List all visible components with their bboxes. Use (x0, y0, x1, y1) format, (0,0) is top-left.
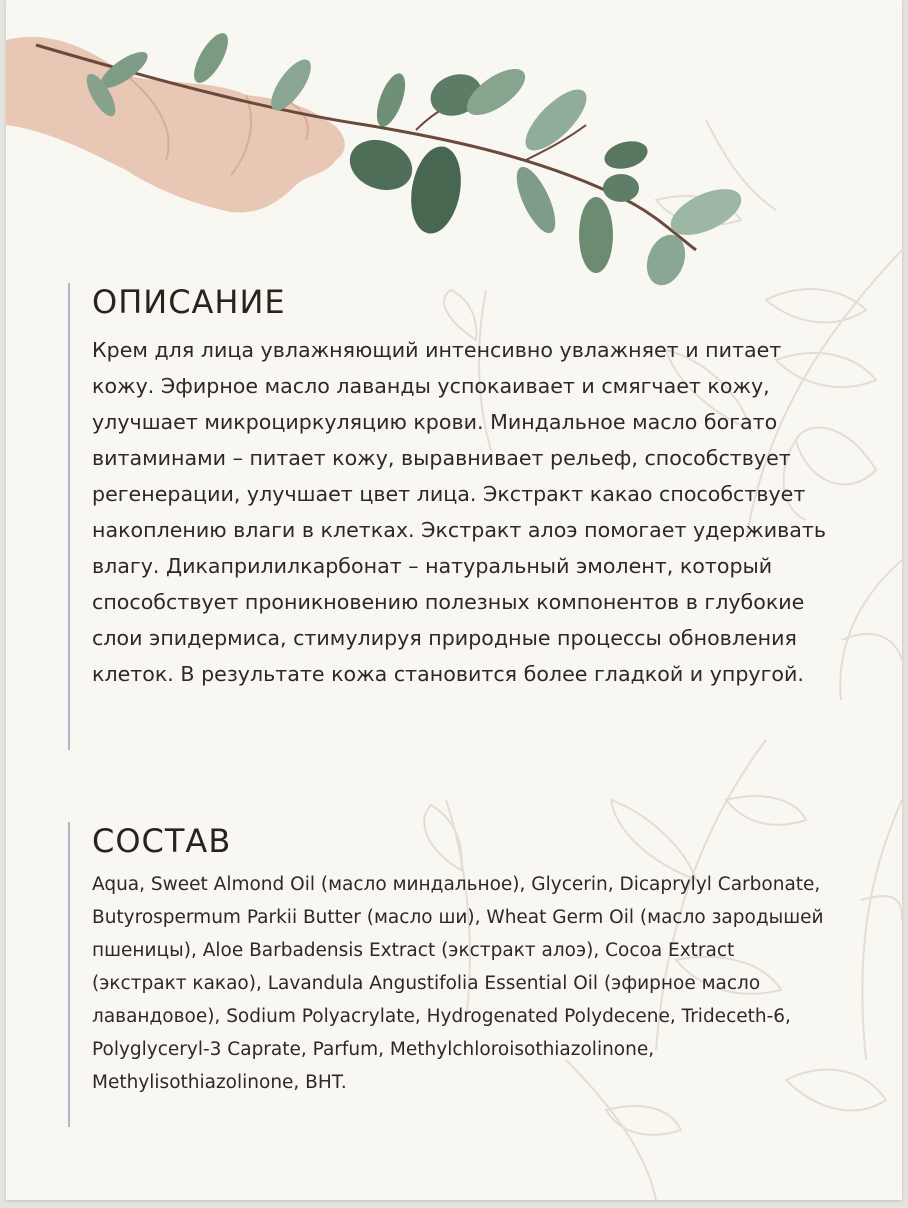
description-section (68, 283, 832, 750)
composition-text: Aqua, Sweet Almond Oil (масло миндальное), Glycerin, Dicaprylyl Carbonate, Butyrospermum Parkii Butter (масло ши), Wheat Germ Oil (масло зародышей пшеницы), Aloe Barbadensis Extract (экстракт алоэ), Cocoa Extract (экстракт какао), Lavandula Angustifolia Essential Oil (эфирное масло лавандовое), Sodium Polyacrylate, Hydrogenated Polydecene, Trideceth-6, Polyglyceryl-3 Caprate, Parfum, Methylchloroisothiazolinone, Methylisothiazolinone, BHT. (92, 874, 824, 1093)
description-title: ОПИСАНИЕ (92, 283, 286, 321)
composition-title: СОСТАВ (92, 822, 232, 860)
hand-shape (6, 37, 345, 213)
composition-section (68, 822, 832, 1127)
product-info-card (6, 0, 902, 1200)
description-text: Крем для лица увлажняющий интенсивно увлажняет и питает кожу. Эфирное масло лаванды успокаивает и смягчает кожу, улучшает микроциркуляцию крови. Миндальное масло богато витаминами – питает кожу, выравнивает рельеф, способствует регенерации, улучшает цвет лица. Экстракт какао способствует накоплению влаги в клетках. Экстракт алоэ помогает удерживать влагу. Дикаприлилкарбонат – натуральный эмолент, который способствует проникновению полезных компонентов в глубокие слои эпидермиса, стимулируя природные процессы обновления клеток. В результате кожа становится более гладкой и упругой. (92, 338, 826, 686)
hand-with-eucalyptus-image (6, 0, 902, 300)
